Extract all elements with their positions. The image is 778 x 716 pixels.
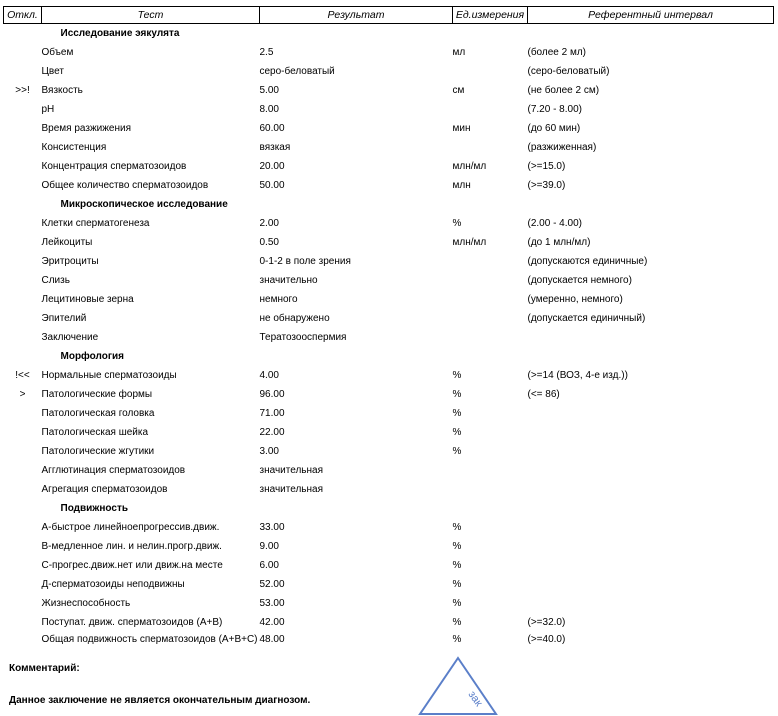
reference-cell: (до 60 мин) [527, 123, 581, 134]
reference-cell [528, 423, 774, 442]
results-table [3, 6, 774, 656]
table-row [4, 537, 774, 556]
comment-label: Комментарий: [9, 663, 80, 674]
table-row [4, 138, 774, 157]
table-row [4, 385, 774, 404]
unit-cell: мин [452, 123, 471, 134]
results-body [4, 24, 774, 657]
result-cell: 2.5 [259, 47, 274, 58]
flag-cell [4, 62, 42, 81]
reference-cell [528, 594, 774, 613]
test-name-cell: А-быстрое линейноепрогрессив.движ. [41, 522, 220, 533]
reference-cell: (допускаются единичные) [527, 256, 648, 267]
unit-cell: % [452, 634, 462, 645]
unit-cell: % [452, 218, 462, 229]
reference-cell [528, 328, 774, 347]
svg-text:зак: зак [465, 688, 485, 709]
reference-cell [528, 575, 774, 594]
table-row [4, 423, 774, 442]
table-row [4, 575, 774, 594]
test-name-cell: Патологические жгутики [41, 446, 155, 457]
flag-cell [4, 404, 42, 423]
test-name-cell: В-медленное лин. и нелин.прогр.движ. [41, 541, 222, 552]
test-name-cell: Лецитиновые зерна [41, 294, 134, 305]
test-name-cell: pH [41, 104, 55, 115]
result-cell: не обнаружено [259, 313, 330, 324]
result-cell: 0.50 [259, 237, 279, 248]
flag-cell [4, 632, 42, 656]
unit-cell: % [452, 446, 462, 457]
header-test: Тест [42, 7, 260, 24]
table-row [4, 309, 774, 328]
reference-cell [528, 537, 774, 556]
unit-cell [453, 62, 528, 81]
reference-cell: (допускается единичный) [527, 313, 646, 324]
unit-cell: % [452, 408, 462, 419]
flag-cell [4, 537, 42, 556]
test-name-cell: Эпителий [41, 313, 87, 324]
unit-cell [453, 480, 528, 499]
flag-cell: >>! [15, 85, 30, 96]
result-cell: 71.00 [259, 408, 285, 419]
result-cell: 0-1-2 в поле зрения [259, 256, 351, 267]
section-heading: Морфология [60, 351, 125, 362]
table-row [4, 62, 774, 81]
test-name-cell: Патологические формы [41, 389, 153, 400]
table-row [4, 252, 774, 271]
result-cell: 6.00 [259, 560, 279, 571]
section-heading: Микроскопическое исследование [60, 199, 228, 210]
reference-cell [528, 461, 774, 480]
result-cell: 33.00 [259, 522, 285, 533]
result-cell: 48.00 [259, 634, 285, 645]
table-row [4, 480, 774, 499]
result-cell: 20.00 [259, 161, 285, 172]
flag-cell [4, 575, 42, 594]
unit-cell: см [452, 85, 465, 96]
test-name-cell: Общая подвижность сперматозоидов (А+В+С) [41, 634, 258, 645]
section-heading-row [4, 195, 774, 214]
table-row [4, 214, 774, 233]
reference-cell: (2.00 - 4.00) [527, 218, 582, 229]
reference-cell: (>=40.0) [527, 634, 566, 645]
header-unit: Ед.измерения [453, 7, 528, 24]
result-cell: 4.00 [259, 370, 279, 381]
flag-cell [4, 480, 42, 499]
test-name-cell: Заключение [41, 332, 99, 343]
table-row [4, 43, 774, 62]
flag-cell [4, 157, 42, 176]
reference-cell: (серо-беловатый) [527, 66, 610, 77]
result-cell: 2.00 [259, 218, 279, 229]
test-name-cell: Лейкоциты [41, 237, 93, 248]
result-cell: значительная [259, 484, 323, 495]
table-row [4, 176, 774, 195]
result-cell: 5.00 [259, 85, 279, 96]
unit-cell: % [452, 370, 462, 381]
table-row [4, 366, 774, 385]
result-cell: значительная [259, 465, 323, 476]
table-header-row [4, 7, 774, 24]
section-heading-row [4, 24, 774, 44]
table-row [4, 157, 774, 176]
reference-cell [528, 518, 774, 537]
unit-cell: млн/мл [452, 237, 487, 248]
test-name-cell: Консистенция [41, 142, 107, 153]
header-result: Результат [260, 7, 453, 24]
flag-cell [4, 290, 42, 309]
unit-cell: % [452, 560, 462, 571]
test-name-cell: Эритроциты [41, 256, 99, 267]
result-cell: 53.00 [259, 598, 285, 609]
reference-cell [528, 442, 774, 461]
unit-cell [453, 290, 528, 309]
flag-cell [4, 271, 42, 290]
reference-cell: (разжиженная) [527, 142, 597, 153]
table-row [4, 613, 774, 632]
unit-cell: % [452, 541, 462, 552]
test-name-cell: Патологическая шейка [41, 427, 149, 438]
header-reference: Референтный интервал [528, 7, 774, 24]
flag-cell: !<< [15, 370, 30, 381]
reference-cell [528, 480, 774, 499]
flag-cell [4, 309, 42, 328]
result-cell: 8.00 [259, 104, 279, 115]
result-cell: 52.00 [259, 579, 285, 590]
reference-cell: (>=14 (ВОЗ, 4-е изд.)) [527, 370, 628, 381]
flag-cell [4, 328, 42, 347]
reference-cell: (>=15.0) [527, 161, 566, 172]
unit-cell: % [452, 617, 462, 628]
table-row [4, 233, 774, 252]
flag-cell [4, 518, 42, 537]
flag-cell [4, 252, 42, 271]
result-cell: 9.00 [259, 541, 279, 552]
result-cell: 96.00 [259, 389, 285, 400]
unit-cell [453, 100, 528, 119]
unit-cell: млн/мл [452, 161, 487, 172]
test-name-cell: Общее количество сперматозоидов [41, 180, 209, 191]
test-name-cell: Клетки сперматогенеза [41, 218, 150, 229]
table-row [4, 461, 774, 480]
section-heading-row [4, 499, 774, 518]
unit-cell: % [452, 579, 462, 590]
table-row [4, 290, 774, 309]
header-flag: Откл. [4, 7, 42, 24]
reference-cell: (до 1 млн/мл) [527, 237, 591, 248]
result-cell: 50.00 [259, 180, 285, 191]
unit-cell: мл [452, 47, 466, 58]
unit-cell [453, 309, 528, 328]
result-cell: 42.00 [259, 617, 285, 628]
unit-cell: % [452, 598, 462, 609]
unit-cell: % [452, 389, 462, 400]
flag-cell [4, 43, 42, 62]
flag-cell [4, 100, 42, 119]
reference-cell: (>=32.0) [527, 617, 566, 628]
flag-cell: > [19, 389, 26, 400]
table-row [4, 518, 774, 537]
table-row [4, 119, 774, 138]
test-name-cell: Время разжижения [41, 123, 132, 134]
table-row [4, 632, 774, 656]
test-name-cell: Патологическая головка [41, 408, 155, 419]
table-row [4, 594, 774, 613]
flag-cell [4, 613, 42, 632]
lab-report [3, 6, 773, 656]
unit-cell [453, 138, 528, 157]
table-row [4, 442, 774, 461]
test-name-cell: Нормальные сперматозоиды [41, 370, 177, 381]
result-cell: немного [259, 294, 298, 305]
table-row [4, 81, 774, 100]
flag-cell [4, 461, 42, 480]
result-cell: 3.00 [259, 446, 279, 457]
reference-cell [528, 404, 774, 423]
flag-cell [4, 138, 42, 157]
flag-cell [4, 214, 42, 233]
result-cell: 22.00 [259, 427, 285, 438]
test-name-cell: Цвет [41, 66, 64, 77]
section-heading-row [4, 347, 774, 366]
disclaimer-text: Данное заключение не является окончательным диагнозом. [9, 695, 311, 706]
section-heading: Исследование эякулята [60, 28, 180, 39]
test-name-cell: Слизь [41, 275, 70, 286]
reference-cell: (>=39.0) [527, 180, 566, 191]
flag-cell [4, 556, 42, 575]
result-cell: Тератозооспермия [259, 332, 347, 343]
result-cell: 60.00 [259, 123, 285, 134]
table-row [4, 271, 774, 290]
table-row [4, 328, 774, 347]
unit-cell: % [452, 522, 462, 533]
test-name-cell: Д-сперматозоиды неподвижны [41, 579, 185, 590]
reference-cell: (умеренно, немного) [527, 294, 623, 305]
flag-cell [4, 442, 42, 461]
reference-cell: (допускается немного) [527, 275, 632, 286]
section-heading: Подвижность [60, 503, 129, 514]
test-name-cell: С-прогрес.движ.нет или движ.на месте [41, 560, 223, 571]
test-name-cell: Концентрация сперматозоидов [41, 161, 187, 172]
flag-cell [4, 119, 42, 138]
unit-cell [453, 252, 528, 271]
unit-cell: млн [452, 180, 471, 191]
test-name-cell: Жизнеспособность [41, 598, 131, 609]
table-row [4, 100, 774, 119]
result-cell: вязкая [259, 142, 291, 153]
reference-cell: (<= 86) [527, 389, 560, 400]
flag-cell [4, 176, 42, 195]
lab-stamp-icon [418, 656, 498, 716]
reference-cell: (более 2 мл) [527, 47, 587, 58]
unit-cell: % [452, 427, 462, 438]
reference-cell: (не более 2 см) [527, 85, 600, 96]
test-name-cell: Вязкость [41, 85, 83, 96]
reference-cell: (7.20 - 8.00) [527, 104, 582, 115]
flag-cell [4, 594, 42, 613]
result-cell: серо-беловатый [259, 66, 335, 77]
unit-cell [453, 461, 528, 480]
flag-cell [4, 423, 42, 442]
test-name-cell: Поступат. движ. сперматозоидов (А+В) [41, 617, 223, 628]
flag-cell [4, 233, 42, 252]
test-name-cell: Агглютинация сперматозоидов [41, 465, 186, 476]
table-row [4, 404, 774, 423]
test-name-cell: Объем [41, 47, 74, 58]
table-row [4, 556, 774, 575]
unit-cell [453, 271, 528, 290]
unit-cell [453, 328, 528, 347]
result-cell: значительно [259, 275, 318, 286]
test-name-cell: Агрегация сперматозоидов [41, 484, 168, 495]
reference-cell [528, 556, 774, 575]
